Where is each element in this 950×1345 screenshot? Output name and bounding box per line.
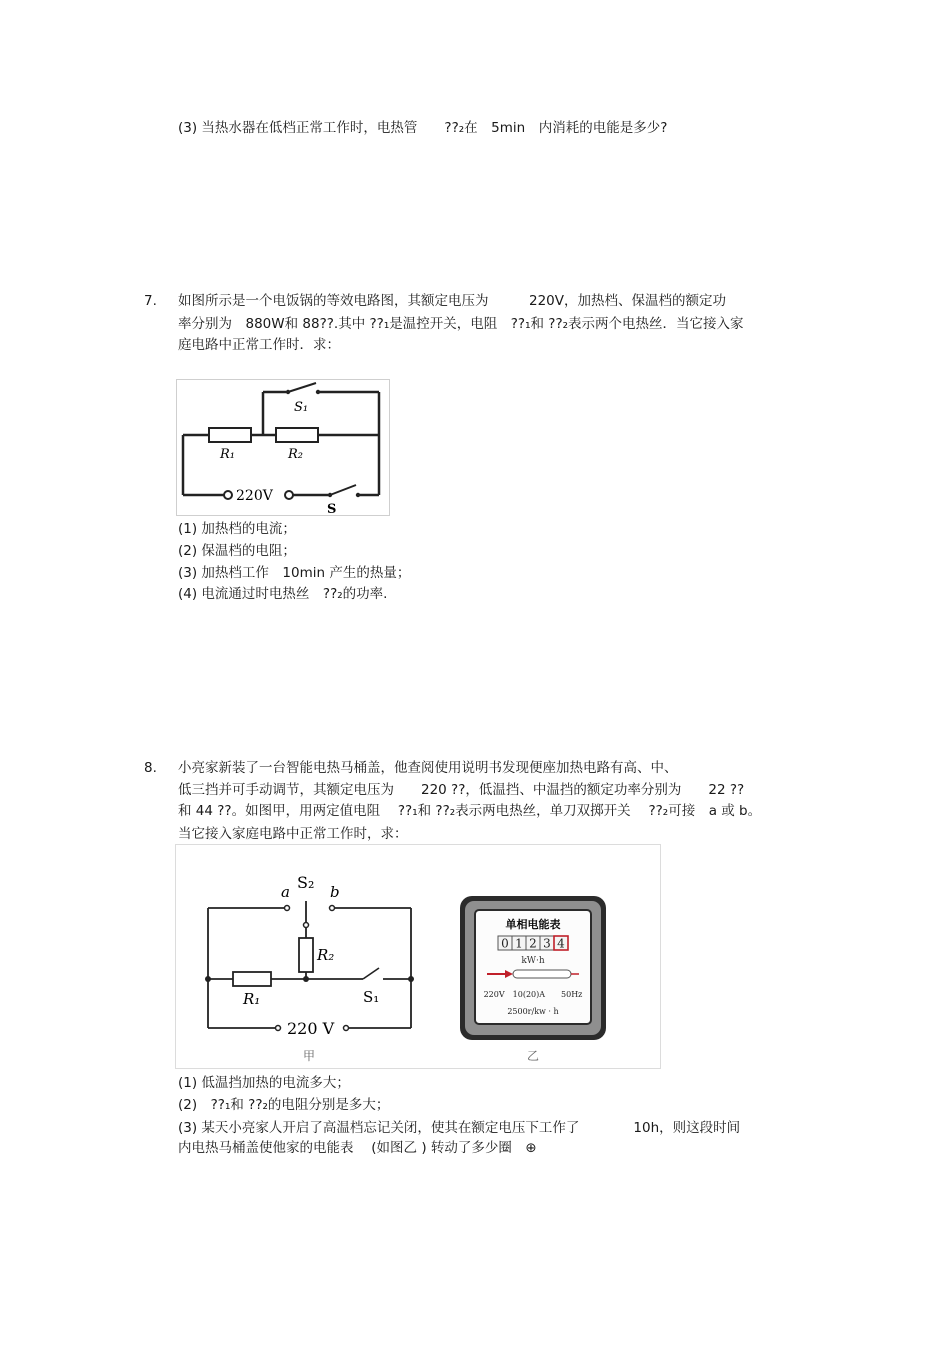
q8-meter-unit: kW·h <box>521 956 545 966</box>
q8-meter-digit: 3 <box>543 936 551 951</box>
q8-question-4: 内电热马桶盖使他家的电能表 (如图乙 ) 转动了多少圈 ⊕ <box>178 1140 537 1156</box>
q8-line-2: 低三挡并可手动调节，其额定电压为 220 ??，低温挡、中温挡的额定功率分别为 22 ?? <box>178 782 745 798</box>
q7-label-s1: S₁ <box>294 400 309 415</box>
q7-resistor-r2 <box>276 428 318 442</box>
q7-label-r2: R₂ <box>288 447 303 462</box>
q8-meter-title: 单相电能表 <box>505 918 561 931</box>
q8-question-1: (1) 低温挡加热的电流多大； <box>178 1075 350 1091</box>
q7-label-voltage: 220V <box>236 488 273 504</box>
q8-meter-rate: 2500r/kw · h <box>507 1007 559 1016</box>
q8-meter-digit: 0 <box>501 936 509 951</box>
q7-question-1: (1) 加热档的电流； <box>178 521 296 537</box>
q8-label-s1: S₁ <box>363 988 380 1006</box>
q8-question-2: (2) ??₁和 ??₂的电阻分别是多大； <box>178 1097 390 1113</box>
q7-resistor-r1 <box>209 428 251 442</box>
q8-s2-pivot <box>304 923 309 928</box>
q7-label-r1: R₁ <box>220 447 235 462</box>
q8-label-r1: R₁ <box>243 990 261 1008</box>
q8-meter-digit: 1 <box>515 936 523 951</box>
q8-terminal-left <box>276 1026 281 1031</box>
q8-label-a: a <box>281 883 290 901</box>
q8-terminal-right <box>344 1026 349 1031</box>
q8-contact-a <box>285 906 290 911</box>
q7-line-2: 率分别为 880W和 88??.其中 ??₁是温控开关，电阻 ??₁和 ??₂表示两个电热丝．当它接入家 <box>178 316 744 332</box>
q8-resistor-r2 <box>299 938 313 972</box>
q7-line-1: 如图所示是一个电饭锅的等效电路图，其额定电压为 220V，加热档、保温档的额定功 <box>178 293 727 309</box>
q7-question-4: (4) 电流通过时电热丝 ??₂的功率. <box>178 586 388 602</box>
q8-question-3: (3) 某天小亮家人开启了高温档忘记关闭，使其在额定电压下工作了 10h，则这段时间 <box>178 1120 741 1136</box>
q8-line-3: 和 44 ??。如图甲，用两定值电阻 ??₁和 ??₂表示两电热丝，单刀双掷开关 ??₂可接 a 或 b。 <box>178 803 762 819</box>
q8-figure <box>175 844 661 1069</box>
q8-number: 8. <box>144 760 157 776</box>
q8-label-voltage: 220 V <box>287 1019 335 1038</box>
q8-node-left <box>205 976 211 982</box>
q8-meter-spec: 220V 10(20)A 50Hz <box>483 990 583 999</box>
q8-caption-right: 乙 <box>526 1049 540 1063</box>
q8-meter-digit: 2 <box>529 936 537 951</box>
q7-terminal-left <box>224 491 232 499</box>
q8-caption-left: 甲 <box>303 1049 316 1063</box>
q8-resistor-r1 <box>233 972 271 986</box>
q8-line-1: 小亮家新装了一台智能电热马桶盖，他查阅使用说明书发现便座加热电路有高、中、 <box>178 760 678 776</box>
q8-label-s2: S₂ <box>297 873 315 892</box>
q6-part3: (3) 当热水器在低档正常工作时，电热管 ??₂在 5min 内消耗的电能是多少? <box>178 120 668 136</box>
q8-node-center <box>303 976 309 982</box>
q8-meter-disc-window <box>513 970 571 978</box>
q7-label-s: S <box>327 502 337 517</box>
q8-contact-b <box>330 906 335 911</box>
q8-label-r2: R₂ <box>317 946 335 964</box>
q7-number: 7. <box>144 293 157 309</box>
q7-circuit-figure <box>176 379 391 517</box>
q7-question-2: (2) 保温档的电阻； <box>178 543 296 559</box>
q8-line-4: 当它接入家庭电路中正常工作时，求： <box>178 826 408 842</box>
q7-line-3: 庭电路中正常工作时．求： <box>178 337 340 353</box>
q8-label-b: b <box>330 883 340 901</box>
q7-terminal-right <box>285 491 293 499</box>
q8-meter-digit: 4 <box>557 936 565 951</box>
q8-meter-digits <box>498 936 568 951</box>
q7-question-3: (3) 加热档工作 10min 产生的热量； <box>178 565 411 581</box>
